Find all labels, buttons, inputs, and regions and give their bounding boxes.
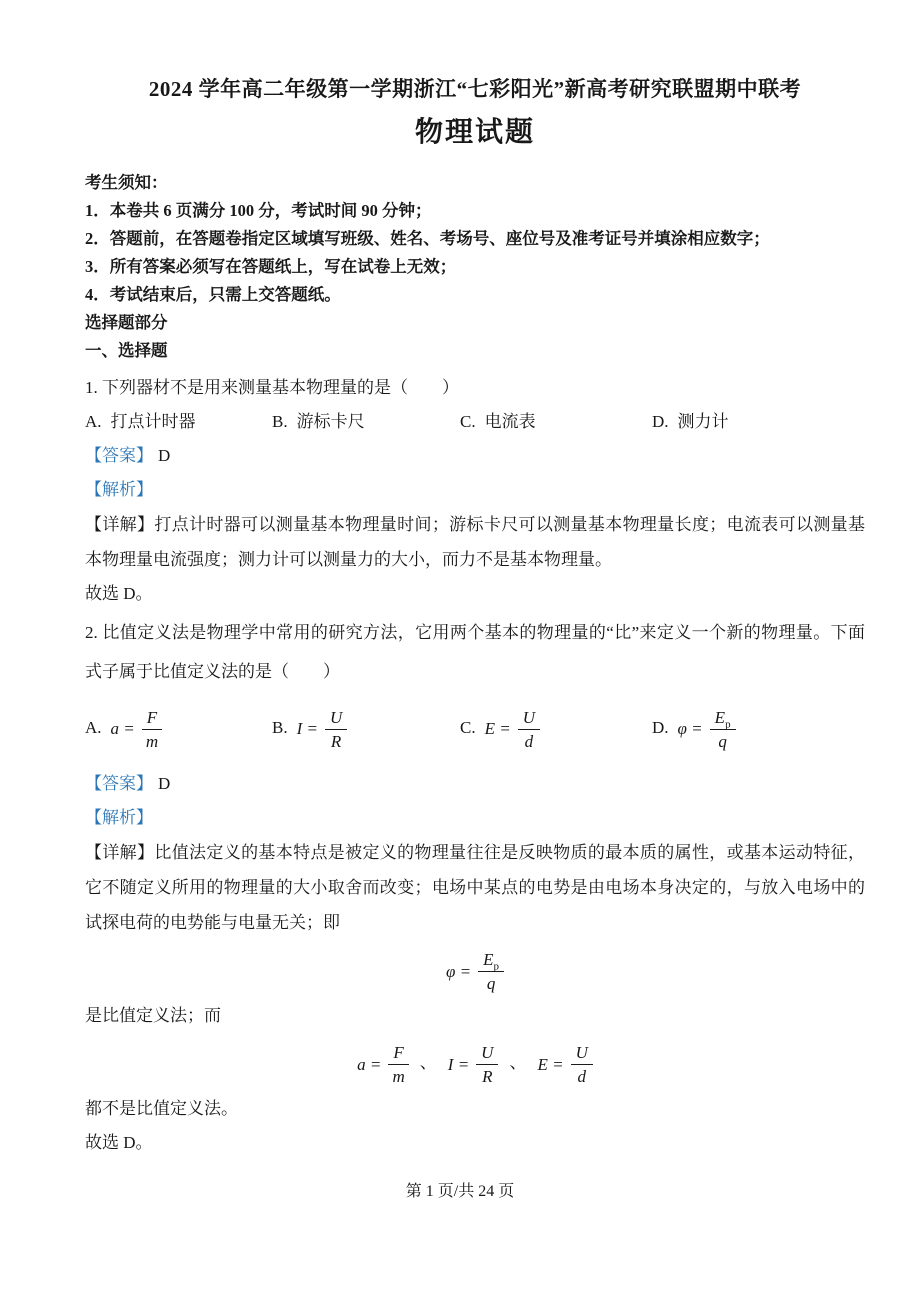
answer-value: D (158, 446, 171, 465)
exam-title: 2024 学年高二年级第一学期浙江“七彩阳光”新高考研究联盟期中联考 (148, 77, 802, 101)
option-label: A. (85, 717, 102, 737)
q1-option-b (272, 405, 460, 439)
q2-after-text: 都不是比值定义法。 (85, 1099, 238, 1118)
option-label: D. (652, 717, 669, 737)
option-label: A. (85, 412, 102, 431)
q2-analysis-line (85, 801, 865, 835)
notice-heading: 考生须知： (85, 173, 168, 192)
option-label: C. (460, 717, 476, 737)
subject-title: 物理试题 (414, 116, 535, 147)
fraction-numerator: U (518, 707, 540, 730)
formula-separator: 、 (509, 1053, 527, 1073)
fraction-denominator: d (524, 731, 534, 751)
q2-conclusion: 故选 D。 (85, 1133, 153, 1152)
fraction-numerator: F (142, 707, 162, 730)
fraction-denominator: R (482, 1067, 493, 1086)
q2-option-c (460, 707, 652, 752)
answer-label: 【答案】 (85, 774, 153, 793)
option-label: B. (272, 717, 288, 737)
numerator-subscript: p (493, 960, 500, 973)
q1-option-c (460, 405, 652, 439)
q1-conclusion: 故选 D。 (85, 584, 153, 603)
q2-formula-row (85, 1042, 865, 1087)
formula-I-equals-U-over-R (297, 707, 348, 752)
answer-value: D (158, 774, 171, 793)
option-label: B. (272, 412, 288, 431)
q1-option-a (85, 405, 272, 439)
fraction (710, 707, 736, 752)
numerator-subscript: p (725, 717, 731, 730)
fraction-numerator: U (476, 1042, 498, 1065)
part-label: 选择题部分 (85, 313, 168, 332)
formula-a-equals-F-over-m (111, 707, 163, 752)
q2-option-d (652, 707, 865, 752)
formula-lhs: I = (296, 719, 318, 738)
formula-E-equals-U-over-d (537, 1042, 592, 1087)
q2-mid-text: 是比值定义法；而 (85, 1006, 221, 1025)
fraction-numerator: U (325, 707, 347, 730)
option-label: C. (460, 412, 476, 431)
notice-item-2: 2．答题前，在答题卷指定区域填写班级、姓名、考场号、座位号及准考证号并填涂相应数字； (85, 229, 770, 248)
formula-phi-equals-Ep-over-q (446, 949, 504, 994)
section-label: 一、选择题 (85, 341, 168, 360)
detail-label: 【详解】 (85, 843, 155, 862)
fraction-denominator: d (577, 1067, 586, 1086)
formula-I-equals-U-over-R (448, 1042, 499, 1087)
fraction-denominator: q (486, 974, 496, 993)
formula-E-equals-U-over-d (485, 707, 540, 752)
q2-display-formula (85, 949, 865, 994)
fraction-numerator: U (571, 1042, 593, 1065)
fraction-denominator: m (145, 731, 159, 751)
formula-lhs: a = (357, 1054, 382, 1074)
fraction-numerator: F (388, 1042, 408, 1065)
formula-separator: 、 (419, 1053, 437, 1073)
detail-text: 打点计时器可以测量基本物理量时间；游标卡尺可以测量基本物理量长度；电流表可以测量基本物理量电流强度；测力计可以测量力的大小，而力不是基本物理量。 (85, 515, 866, 569)
q1-answer-line (85, 439, 865, 473)
fraction-denominator: m (392, 1067, 405, 1086)
q2-option-b (272, 707, 460, 752)
analysis-label: 【解析】 (85, 480, 153, 499)
q1-options (85, 405, 865, 439)
formula-lhs: φ = (677, 719, 703, 738)
fraction-denominator: R (330, 731, 342, 751)
q2-options (85, 691, 865, 767)
analysis-label: 【解析】 (85, 808, 153, 827)
q2-stem: 2. 比值定义法是物理学中常用的研究方法，它用两个基本的物理量的“比”来定义一个新的物理量。下面式子属于比值定义法的是（ ） (85, 623, 865, 681)
option-text: 测力计 (677, 412, 729, 431)
q2-answer-line (85, 767, 865, 801)
detail-text: 比值法定义的基本特点是被定义的物理量往往是反映物质的最本质的属性，或基本运动特征，它不随定义所用的物理量的大小取舍而改变；电场中某点的电势是由电场本身决定的，与放入电场中的试探电荷的电势能与电量无关；即 (85, 843, 866, 932)
fraction (518, 707, 540, 752)
q1-detail (85, 507, 865, 577)
fraction-numerator: $E_p$ (478, 949, 504, 972)
notice-item-4: 4．考试结束后，只需上交答题纸。 (85, 285, 341, 304)
formula-a-equals-F-over-m (357, 1042, 409, 1087)
fraction (325, 707, 347, 752)
option-label: D. (652, 412, 669, 431)
q2-option-a (85, 707, 272, 752)
fraction-numerator: $E_p$ (710, 707, 736, 730)
notice-item-3: 3．所有答案必须写在答题纸上，写在试卷上无效； (85, 257, 457, 276)
fraction-denominator: q (718, 731, 727, 751)
formula-lhs: I = (447, 1054, 470, 1074)
formula-lhs: E = (537, 1054, 564, 1074)
option-text: 电流表 (484, 412, 536, 431)
option-text: 打点计时器 (110, 412, 196, 431)
formula-phi-equals-Ep-over-q (678, 707, 736, 752)
page-number: 第 1 页/共 24 页 (405, 1183, 515, 1200)
q1-analysis-line (85, 473, 865, 507)
fraction (571, 1042, 593, 1087)
answer-label: 【答案】 (85, 446, 153, 465)
q1-option-d (652, 405, 865, 439)
formula-lhs: a = (110, 719, 135, 738)
fraction (388, 1042, 408, 1087)
option-text: 游标卡尺 (296, 412, 365, 431)
fraction (478, 949, 504, 994)
fraction (142, 707, 162, 752)
detail-label: 【详解】 (85, 515, 155, 534)
notice-item-1: 1．本卷共 6 页满分 100 分，考试时间 90 分钟； (85, 201, 432, 220)
q1-stem: 1. 下列器材不是用来测量基本物理量的是（ ） (85, 378, 459, 397)
fraction (476, 1042, 498, 1087)
formula-lhs: E = (484, 719, 511, 738)
formula-lhs: φ = (445, 961, 472, 981)
q2-detail (85, 835, 865, 940)
